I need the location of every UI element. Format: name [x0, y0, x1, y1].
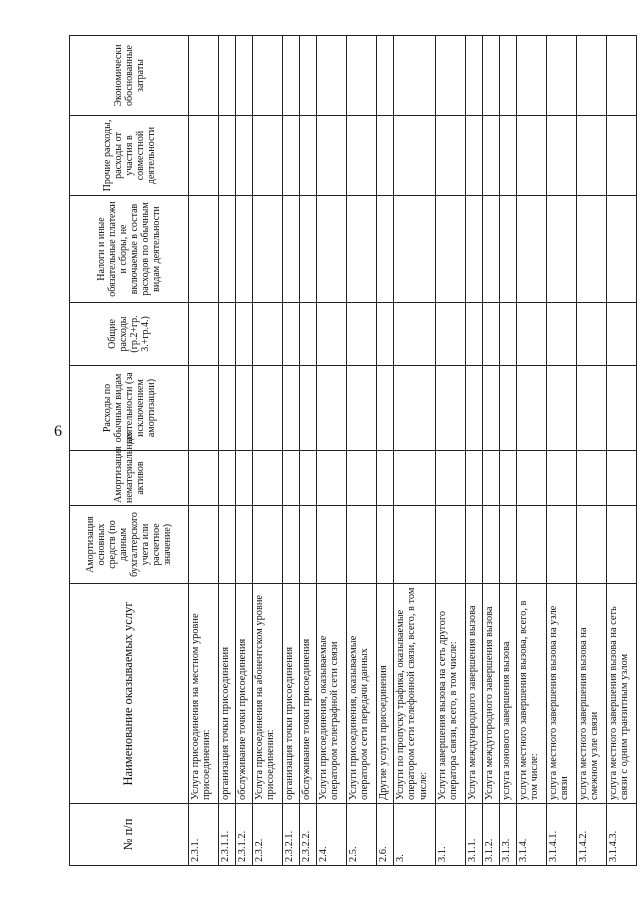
row-number: 3.1.3. [500, 804, 517, 866]
row-service-name: Услуги завершения вызова на сеть другого оператора связи, всего, в том числе: [436, 584, 466, 804]
page-number: 6 [54, 423, 62, 440]
row-service-name: обслуживание точки присоединения [300, 584, 317, 804]
table-row [236, 36, 253, 866]
table-row [347, 36, 377, 866]
row-service-name: обслуживание точки присоединения [236, 584, 253, 804]
row-number: 3.1.4.3. [607, 804, 637, 866]
row-service-name: услуга местного завершения вызова на смежном узле связи [577, 584, 607, 804]
row-service-name: услуга местного завершения вызова на сеть связи с одним транзитным узлом [607, 584, 637, 804]
col-header-other-expenses: Прочие расходы, расходы от участия в совместной деятельности [70, 116, 189, 196]
table-row [377, 36, 394, 866]
rotated-page-area [69, 36, 631, 866]
row-service-name: Услуги присоединения, оказываемые оператором сети передачи данных [347, 584, 377, 804]
row-number: 3. [394, 804, 436, 866]
table-row [547, 36, 577, 866]
col-header-number: № п/п [70, 804, 189, 866]
row-service-name: организация точки присоединения [283, 584, 300, 804]
header-row [70, 36, 189, 866]
row-service-name: услуга местного завершения вызова на узле связи [547, 584, 577, 804]
table-row [436, 36, 466, 866]
row-service-name: Услуга международного завершения вызова [466, 584, 483, 804]
table-row [577, 36, 607, 866]
table-row [466, 36, 483, 866]
row-service-name: организация точки присоединения [219, 584, 236, 804]
col-header-intangible-amortization: Амортизация нематериальных активов [70, 451, 189, 506]
row-number: 3.1.4.2. [577, 804, 607, 866]
row-number: 2.3.2.1. [283, 804, 300, 866]
row-number: 2.3.2.2. [300, 804, 317, 866]
table-row [283, 36, 300, 866]
row-service-name: Услуги присоединения, оказываемые оператором телеграфной сети связи [317, 584, 347, 804]
row-number: 3.1.1. [466, 804, 483, 866]
row-number: 3.1.2. [483, 804, 500, 866]
table-row [394, 36, 436, 866]
table-row [317, 36, 347, 866]
table-row [517, 36, 547, 866]
row-service-name: Услуга присоединения на местном уровне присоединения: [189, 584, 219, 804]
row-service-name: Услуга присоединения на абонентском уровне присоединения: [253, 584, 283, 804]
col-header-fixed-assets-depreciation: Амортизация основных средств (по данным бухгалтерского учета или расчетное значение) [70, 506, 189, 584]
row-number: 3.1.4. [517, 804, 547, 866]
row-number: 2.5. [347, 804, 377, 866]
row-service-name: услуги местного завершения вызова, всего, в том числе: [517, 584, 547, 804]
row-number: 2.3.2. [253, 804, 283, 866]
row-service-name: Другие услуги присоединения [377, 584, 394, 804]
row-number: 2.4. [317, 804, 347, 866]
cost-table [69, 35, 637, 866]
table-row [607, 36, 637, 866]
row-number: 2.3.1.1. [219, 804, 236, 866]
row-number: 2.6. [377, 804, 394, 866]
table-row [253, 36, 283, 866]
col-header-total-expenses: Общие расходы (гр.2+гр. 3.+гр.4.) [70, 303, 189, 366]
row-service-name: услуга зонового завершения вызова [500, 584, 517, 804]
row-number: 2.3.1. [189, 804, 219, 866]
row-number: 3.1. [436, 804, 466, 866]
col-header-taxes-fees: Налоги и иные обязательные платежи и сборы, не включаемые в состав расходов по обычным видам деятельности [70, 196, 189, 303]
row-number: 3.1.4.1. [547, 804, 577, 866]
col-header-service-name: Наименование оказываемых услуг [70, 584, 189, 804]
table-row [300, 36, 317, 866]
table-row [189, 36, 219, 866]
table-row [219, 36, 236, 866]
row-number: 2.3.1.2. [236, 804, 253, 866]
cost-table-rotated [69, 36, 631, 866]
col-header-ordinary-expenses: Расходы по обычным видам деятельности (за исключением амортизации) [70, 366, 189, 451]
table-row [500, 36, 517, 866]
table-row [483, 36, 500, 866]
col-header-justified-costs: Экономически обоснованные затраты [70, 36, 189, 116]
row-service-name: Услуги по пропуску трафика, оказываемые оператором сети телефонной связи, всего, в том числе: [394, 584, 436, 804]
row-service-name: Услуга междугородного завершения вызова [483, 584, 500, 804]
